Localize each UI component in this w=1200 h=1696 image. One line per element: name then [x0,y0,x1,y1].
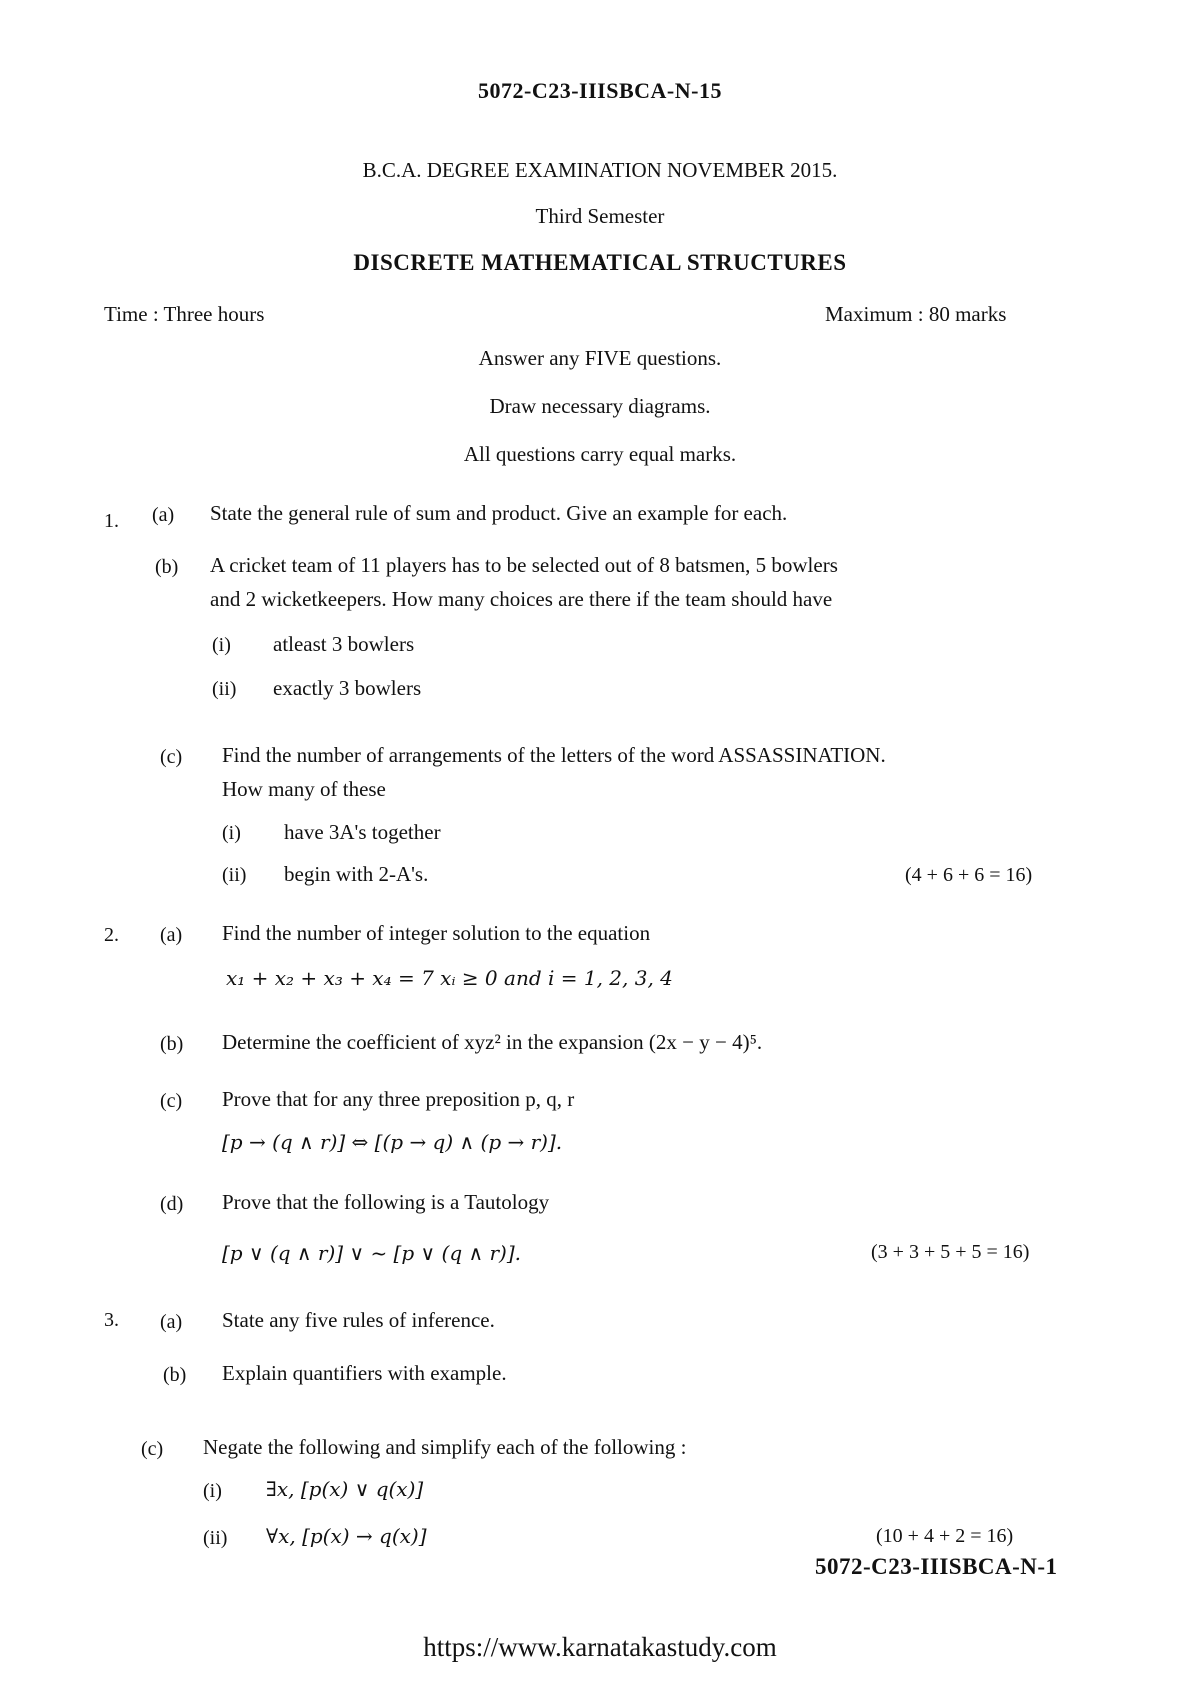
marks-allocation: (10 + 4 + 2 = 16) [876,1525,1014,1547]
exam-title: B.C.A. DEGREE EXAMINATION NOVEMBER 2015. [362,158,838,182]
question-text: State the general rule of sum and product. Give an example for each. [210,501,788,525]
question-text: Negate the following and simplify each of the following : [203,1435,687,1459]
equation: [p ∨ (q ∧ r)] ∨ ~ [p ∨ (q ∧ r)]. [222,1241,521,1265]
marks-allocation: (4 + 6 + 6 = 16) [905,864,1033,886]
maximum-marks: Maximum : 80 marks [825,302,1007,326]
part-label: (c) [141,1438,164,1460]
question-text: Explain quantifiers with example. [222,1361,507,1385]
part-label: (a) [152,504,175,526]
question-number: 2. [104,924,119,946]
part-label: (b) [163,1364,187,1386]
semester: Third Semester [535,204,665,228]
equation: x₁ + x₂ + x₃ + x₄ = 7 xᵢ ≥ 0 and i = 1, 2, 3, 4 [226,966,673,990]
part-label: (b) [155,556,179,578]
instruction-answer-five: Answer any FIVE questions. [478,346,722,370]
subpart-label: (i) [212,634,231,656]
equation: [p → (q ∧ r)] ⇔ [(p → q) ∧ (p → r)]. [222,1130,563,1154]
time-allowed: Time : Three hours [104,302,265,326]
question-text: Prove that for any three preposition p, q, r [222,1087,575,1111]
part-label: (a) [160,924,183,946]
paper-code: 5072-C23-IIISBCA-N-15 [478,78,722,103]
question-text: and 2 wicketkeepers. How many choices are there if the team should have [210,587,833,611]
footer-paper-code: 5072-C23-IIISBCA-N-1 [815,1554,1058,1579]
question-text: How many of these [222,777,386,801]
question-text: A cricket team of 11 players has to be selected out of 8 batsmen, 5 bowlers [210,553,838,577]
source-url: https://www.karnatakastudy.com [423,1632,777,1662]
subpart-label: (i) [222,822,241,844]
subpart-text: atleast 3 bowlers [273,632,415,656]
instruction-equal-marks: All questions carry equal marks. [463,442,737,466]
instruction-diagrams: Draw necessary diagrams. [489,394,711,418]
question-number: 3. [104,1309,119,1331]
subpart-label: (ii) [222,864,247,886]
question-text: Determine the coefficient of xyz² in the expansion (2x − y − 4)⁵. [222,1030,763,1054]
part-label: (b) [160,1033,184,1055]
subpart-label: (ii) [212,678,237,700]
question-text: Prove that the following is a Tautology [222,1190,550,1214]
subpart-label: (i) [203,1480,222,1502]
part-label: (a) [160,1311,183,1333]
question-text: Find the number of arrangements of the letters of the word ASSASSINATION. [222,743,886,767]
equation: ∃x, [p(x) ∨ q(x)] [266,1477,424,1501]
question-text: Find the number of integer solution to the equation [222,921,651,945]
subpart-label: (ii) [203,1527,228,1549]
subpart-text: begin with 2-A's. [284,862,429,886]
part-label: (c) [160,1090,183,1112]
part-label: (d) [160,1193,184,1215]
subpart-text: exactly 3 bowlers [273,676,422,700]
marks-allocation: (3 + 3 + 5 + 5 = 16) [871,1241,1030,1263]
question-text: State any five rules of inference. [222,1308,495,1332]
subpart-text: have 3A's together [284,820,441,844]
part-label: (c) [160,746,183,768]
subject-title: DISCRETE MATHEMATICAL STRUCTURES [353,250,847,275]
equation: ∀x, [p(x) → q(x)] [266,1524,427,1548]
question-number: 1. [104,510,119,532]
